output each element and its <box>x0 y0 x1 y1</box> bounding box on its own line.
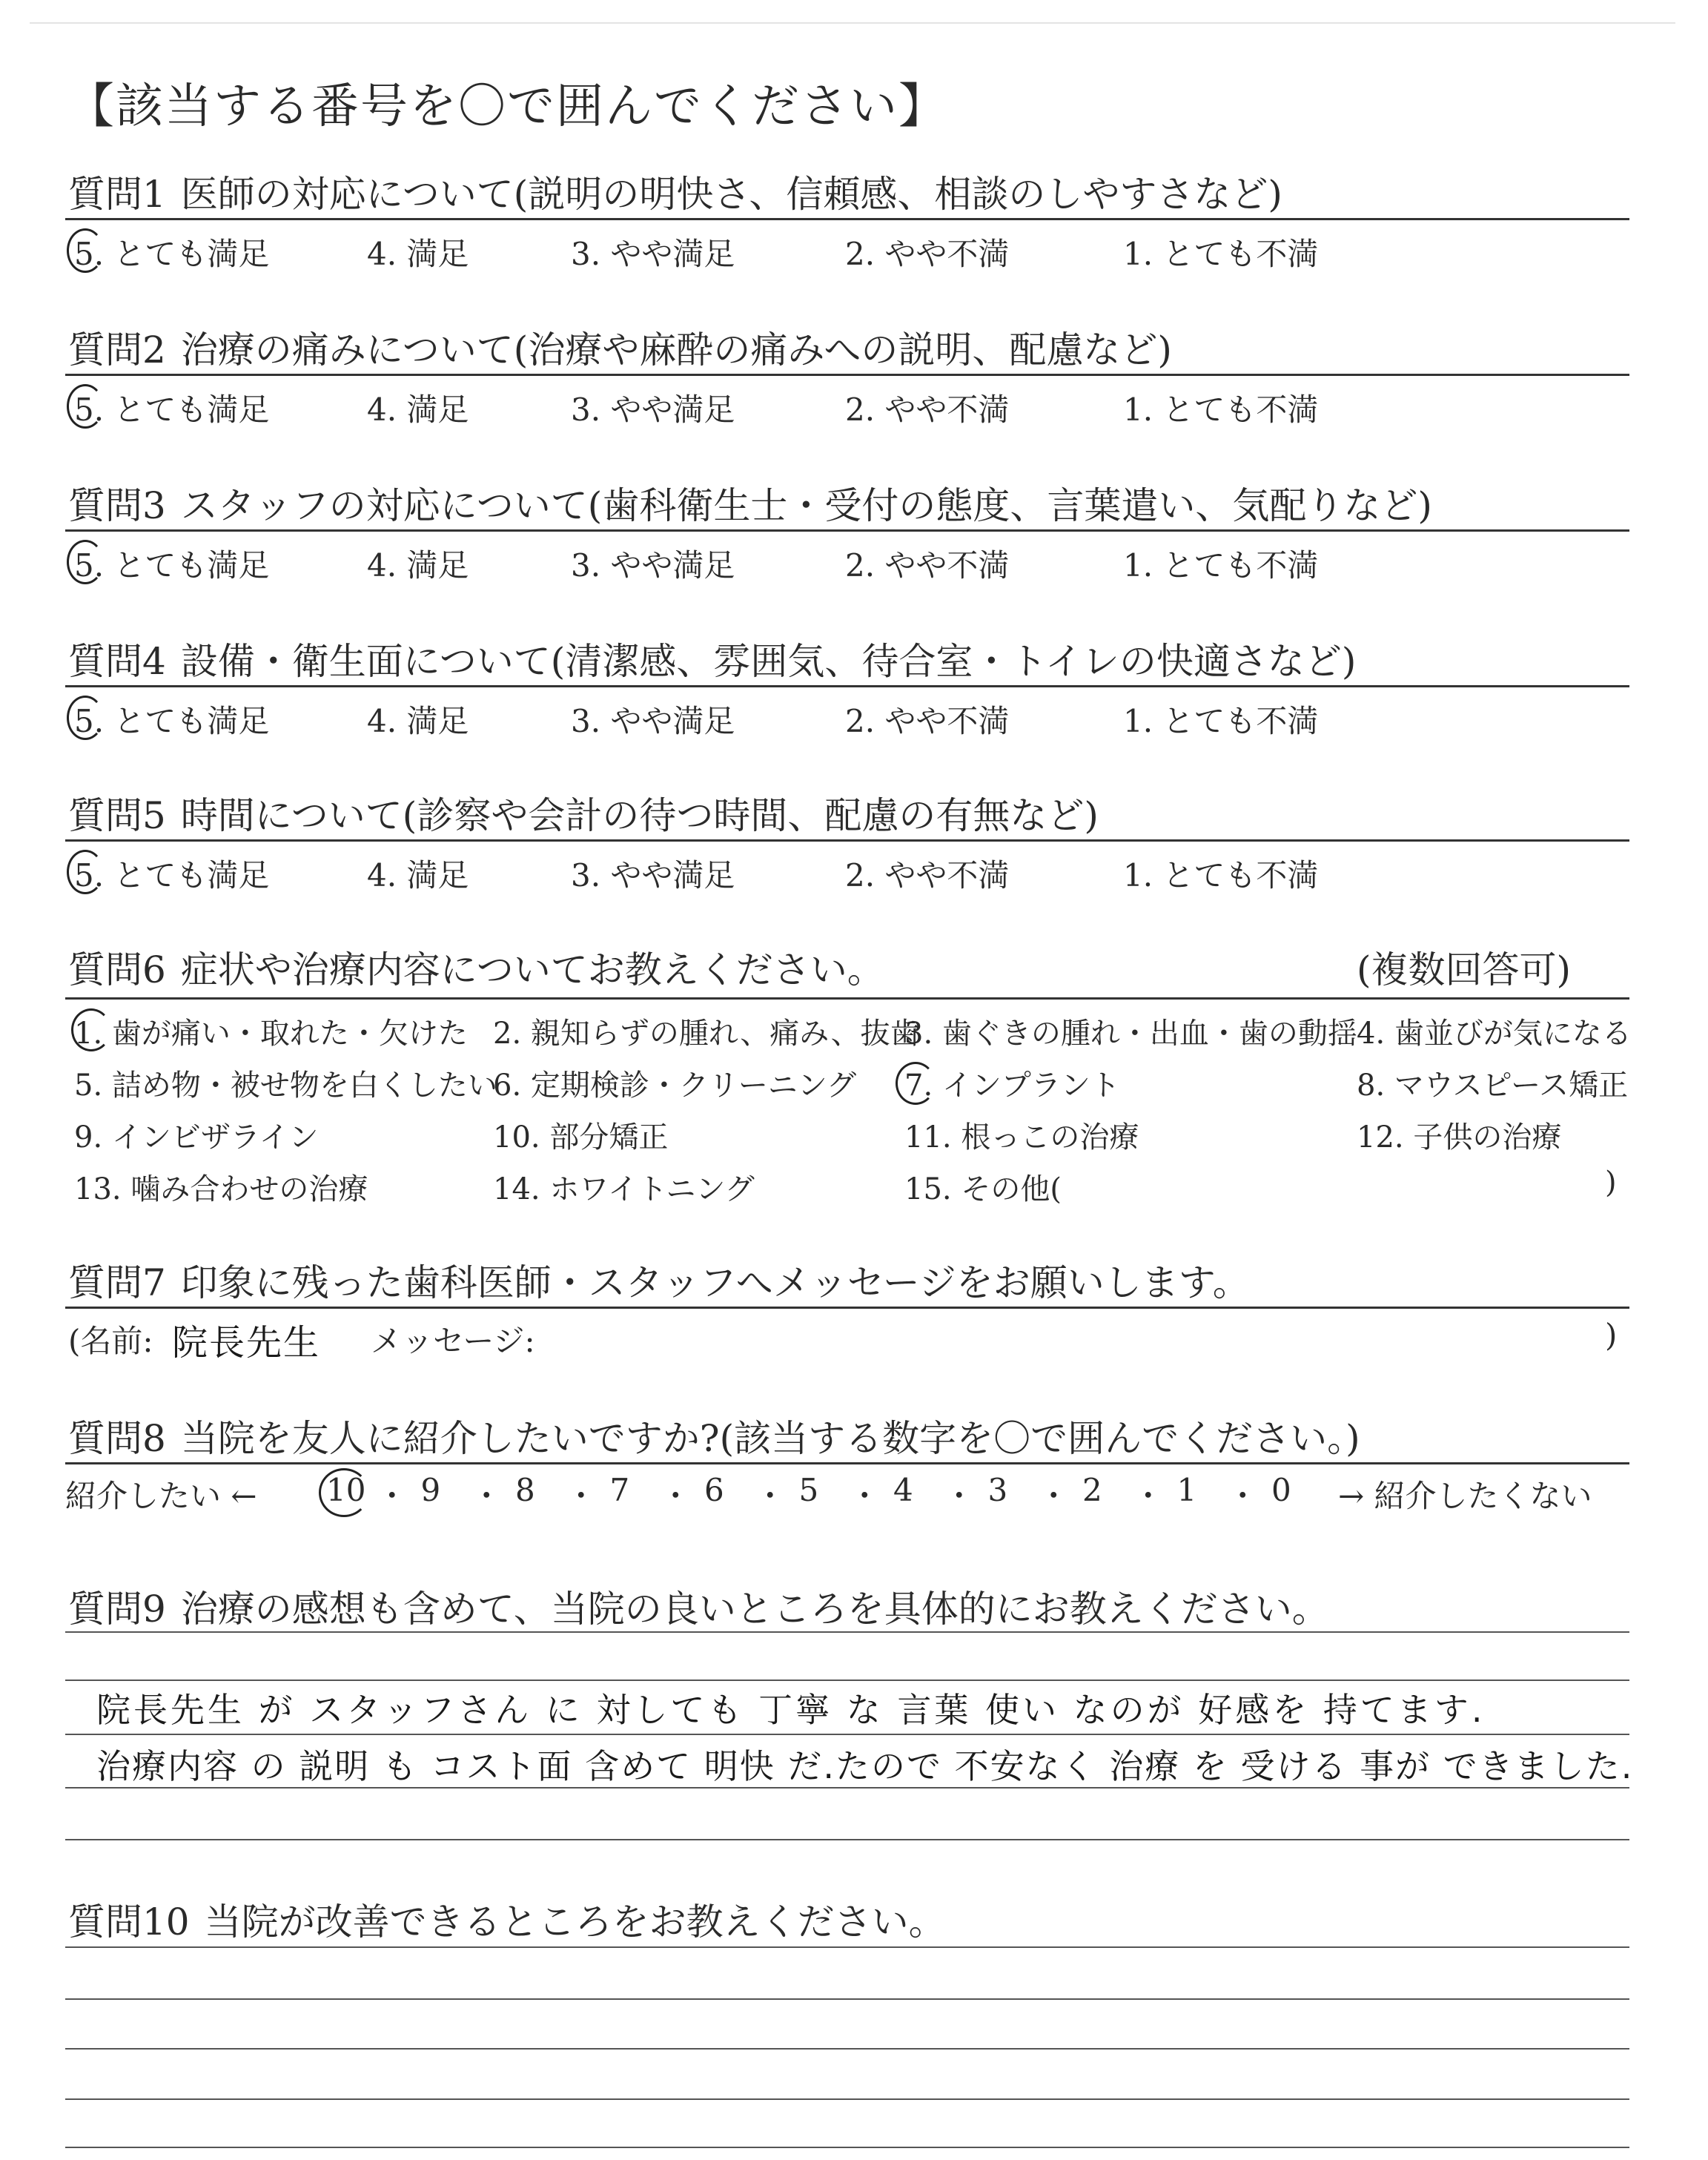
q2-heading <box>68 320 1172 374</box>
q8-scale-separator: ・ <box>849 1478 881 1514</box>
q4-rule <box>65 685 1629 687</box>
q10-heading <box>68 1892 946 1946</box>
q8-left-label: 紹介したい ← <box>65 1478 257 1514</box>
q7-name-value[interactable]: 院長先生 <box>172 1322 321 1364</box>
q3-rule <box>65 529 1629 532</box>
q6-option-7[interactable]: 7. インプラント <box>904 1069 1120 1103</box>
q8-scale-0[interactable]: 0 <box>1271 1472 1291 1508</box>
q4-option-5[interactable]: 5. とても満足 <box>74 703 270 739</box>
q1-rule <box>65 218 1629 220</box>
q7-heading <box>68 1253 1250 1307</box>
q3-option-3[interactable]: 3. やや満足 <box>571 547 735 584</box>
q2-option-1[interactable]: 1. とても不満 <box>1123 392 1319 428</box>
q10-label: 質問10 <box>68 1900 190 1943</box>
q6-option-8[interactable]: 8. マウスピース矯正 <box>1357 1069 1629 1103</box>
q5-label: 質問5 <box>68 794 166 837</box>
q2-option-5[interactable]: 5. とても満足 <box>74 392 270 428</box>
q4-label: 質問4 <box>68 640 166 683</box>
q5-heading <box>68 786 1099 839</box>
q2-option-3[interactable]: 3. やや満足 <box>571 392 735 428</box>
q8-scale-9[interactable]: 9 <box>420 1472 441 1508</box>
q6-option-4[interactable]: 4. 歯並びが気になる <box>1357 1017 1632 1051</box>
q6-note: (複数回答可) <box>1357 948 1572 991</box>
q2-option-4[interactable]: 4. 満足 <box>367 392 469 428</box>
q8-scale-5[interactable]: 5 <box>798 1472 819 1508</box>
q2-text: 治療の痛みについて(治療や麻酔の痛みへの説明、配慮など) <box>180 328 1172 371</box>
q2-selected-circle-mark <box>67 384 104 429</box>
q3-option-5[interactable]: 5. とても満足 <box>74 547 270 584</box>
q2-option-2[interactable]: 2. やや不満 <box>845 392 1010 428</box>
q10-line-5 <box>65 2147 1629 2148</box>
q5-option-1[interactable]: 1. とても不満 <box>1123 857 1319 894</box>
q6-text: 症状や治療内容についてお教えください。 <box>180 948 884 991</box>
q8-scale-separator: ・ <box>754 1478 786 1514</box>
q8-scale-2[interactable]: 2 <box>1082 1472 1102 1508</box>
q4-option-4[interactable]: 4. 満足 <box>367 703 469 739</box>
q1-selected-circle-mark <box>67 228 104 273</box>
q10-line-2 <box>65 1998 1629 2000</box>
q3-label: 質問3 <box>68 484 166 527</box>
q6-option-10[interactable]: 10. 部分矯正 <box>493 1120 669 1155</box>
q6-option-14[interactable]: 14. ホワイトニング <box>493 1172 755 1206</box>
q6-option-3[interactable]: 3. 歯ぐきの腫れ・出血・歯の動揺 <box>904 1017 1357 1051</box>
q8-scale-separator: ・ <box>1038 1478 1070 1514</box>
q8-scale-1[interactable]: 1 <box>1176 1472 1197 1508</box>
q9-line-3 <box>65 1734 1629 1735</box>
q1-heading <box>68 165 1282 218</box>
q8-scale-6[interactable]: 6 <box>704 1472 724 1508</box>
page-top-edge <box>30 22 1675 24</box>
q1-option-2[interactable]: 2. やや不満 <box>845 236 1010 272</box>
q10-line-1 <box>65 1946 1629 1948</box>
q8-scale-7[interactable]: 7 <box>609 1472 630 1508</box>
q6-option-5[interactable]: 5. 詰め物・被せ物を白くしたい <box>74 1069 497 1103</box>
q4-option-1[interactable]: 1. とても不満 <box>1123 703 1319 739</box>
q8-scale-4[interactable]: 4 <box>893 1472 913 1508</box>
q5-selected-circle-mark <box>67 850 104 894</box>
q4-text: 設備・衛生面について(清潔感、雰囲気、待合室・トイレの快適さなど) <box>180 640 1357 683</box>
q8-scale-separator: ・ <box>943 1478 975 1514</box>
q7-rule <box>65 1307 1629 1309</box>
q4-heading <box>68 632 1356 685</box>
q6-option-1[interactable]: 1. 歯が痛い・取れた・欠けた <box>74 1017 468 1051</box>
q5-option-5[interactable]: 5. とても満足 <box>74 857 270 894</box>
q3-option-1[interactable]: 1. とても不満 <box>1123 547 1319 584</box>
q5-option-2[interactable]: 2. やや不満 <box>845 857 1010 894</box>
q8-rule <box>65 1462 1629 1464</box>
q6-option-15[interactable]: 15. その他( <box>904 1172 1062 1206</box>
q7-name-prefix: (名前: <box>68 1323 153 1359</box>
q9-text: 治療の感想も含めて、当院の良いところを具体的にお教えください。 <box>180 1588 1329 1631</box>
q6-option-9[interactable]: 9. インビザライン <box>74 1120 319 1155</box>
q8-scale-separator: ・ <box>660 1478 692 1514</box>
q6-rule <box>65 997 1629 1000</box>
q6-option-12[interactable]: 12. 子供の治療 <box>1357 1120 1562 1155</box>
q6-option-7-circle-mark <box>896 1062 936 1105</box>
q2-label: 質問2 <box>68 328 166 371</box>
q5-option-4[interactable]: 4. 満足 <box>367 857 469 894</box>
q8-text: 当院を友人に紹介したいですか?(該当する数字を〇で囲んでください。) <box>180 1417 1360 1460</box>
q4-selected-circle-mark <box>67 696 104 740</box>
q5-text: 時間について(診察や会計の待つ時間、配慮の有無など) <box>180 794 1099 837</box>
q1-option-5[interactable]: 5. とても満足 <box>74 236 270 272</box>
q4-option-3[interactable]: 3. やや満足 <box>571 703 735 739</box>
q10-text: 当院が改善できるところをお教えください。 <box>204 1900 946 1943</box>
q6-option-11[interactable]: 11. 根っこの治療 <box>904 1120 1139 1155</box>
q9-heading <box>68 1579 1329 1633</box>
q9-answer-line-2[interactable]: 治療内容 の 説明 も コスト面 含めて 明快 だ.たので 不安なく 治療 を 受ける 事が できました. <box>96 1746 1634 1786</box>
q8-scale-separator: ・ <box>565 1478 597 1514</box>
q9-line-2 <box>65 1680 1629 1681</box>
q7-label: 質問7 <box>68 1261 166 1304</box>
q6-heading <box>68 940 884 994</box>
q6-option-6[interactable]: 6. 定期検診・クリーニング <box>493 1069 857 1103</box>
q8-scale-separator: ・ <box>1227 1478 1259 1514</box>
q1-label: 質問1 <box>68 173 166 216</box>
q8-right-label: → 紹介したくない <box>1338 1478 1592 1514</box>
form-title: 【該当する番号を〇で囲んでください】 <box>67 79 947 134</box>
q9-line-5 <box>65 1839 1629 1840</box>
q9-line-1 <box>65 1631 1629 1633</box>
q9-line-4 <box>65 1787 1629 1789</box>
q8-label: 質問8 <box>68 1417 166 1460</box>
q8-scale-3[interactable]: 3 <box>987 1472 1008 1508</box>
q3-heading <box>68 476 1432 529</box>
q8-scale-separator: ・ <box>376 1478 408 1514</box>
q7-text: 印象に残った歯科医師・スタッフへメッセージをお願いします。 <box>180 1261 1250 1304</box>
q8-heading <box>68 1409 1360 1462</box>
q6-option-2[interactable]: 2. 親知らずの腫れ、痛み、抜歯 <box>493 1017 920 1051</box>
q5-option-3[interactable]: 3. やや満足 <box>571 857 735 894</box>
q7-close-paren: ) <box>1605 1317 1618 1353</box>
q3-option-2[interactable]: 2. やや不満 <box>845 547 1010 584</box>
q9-label: 質問9 <box>68 1588 166 1631</box>
q3-option-4[interactable]: 4. 満足 <box>367 547 469 584</box>
q6-option-13[interactable]: 13. 噛み合わせの治療 <box>74 1172 368 1206</box>
q8-scale-8[interactable]: 8 <box>515 1472 535 1508</box>
q5-rule <box>65 839 1629 842</box>
q2-rule <box>65 374 1629 376</box>
q1-option-3[interactable]: 3. やや満足 <box>571 236 735 272</box>
q1-option-4[interactable]: 4. 満足 <box>367 236 469 272</box>
q1-text: 医師の対応について(説明の明快さ、信頼感、相談のしやすさなど) <box>180 173 1282 216</box>
q7-message-label: メッセージ: <box>371 1323 535 1359</box>
q3-selected-circle-mark <box>67 540 104 584</box>
q8-selected-circle-mark <box>319 1468 369 1517</box>
q10-line-3 <box>65 2048 1629 2050</box>
q6-other-close-paren: ) <box>1605 1166 1617 1200</box>
q8-scale-10[interactable]: 10 <box>326 1472 366 1508</box>
q6-label: 質問6 <box>68 948 166 991</box>
q4-option-2[interactable]: 2. やや不満 <box>845 703 1010 739</box>
q9-answer-line-1[interactable]: 院長先生 が スタッフさん に 対しても 丁寧 な 言葉 使い なのが 好感を 持てます. <box>96 1690 1486 1730</box>
q10-line-4 <box>65 2098 1629 2100</box>
q3-text: スタッフの対応について(歯科衛生士・受付の態度、言葉遣い、気配りなど) <box>180 484 1432 527</box>
q1-option-1[interactable]: 1. とても不満 <box>1123 236 1319 272</box>
q8-scale-separator: ・ <box>1132 1478 1164 1514</box>
q8-scale-separator: ・ <box>471 1478 503 1514</box>
q6-option-1-circle-mark <box>71 1008 111 1051</box>
